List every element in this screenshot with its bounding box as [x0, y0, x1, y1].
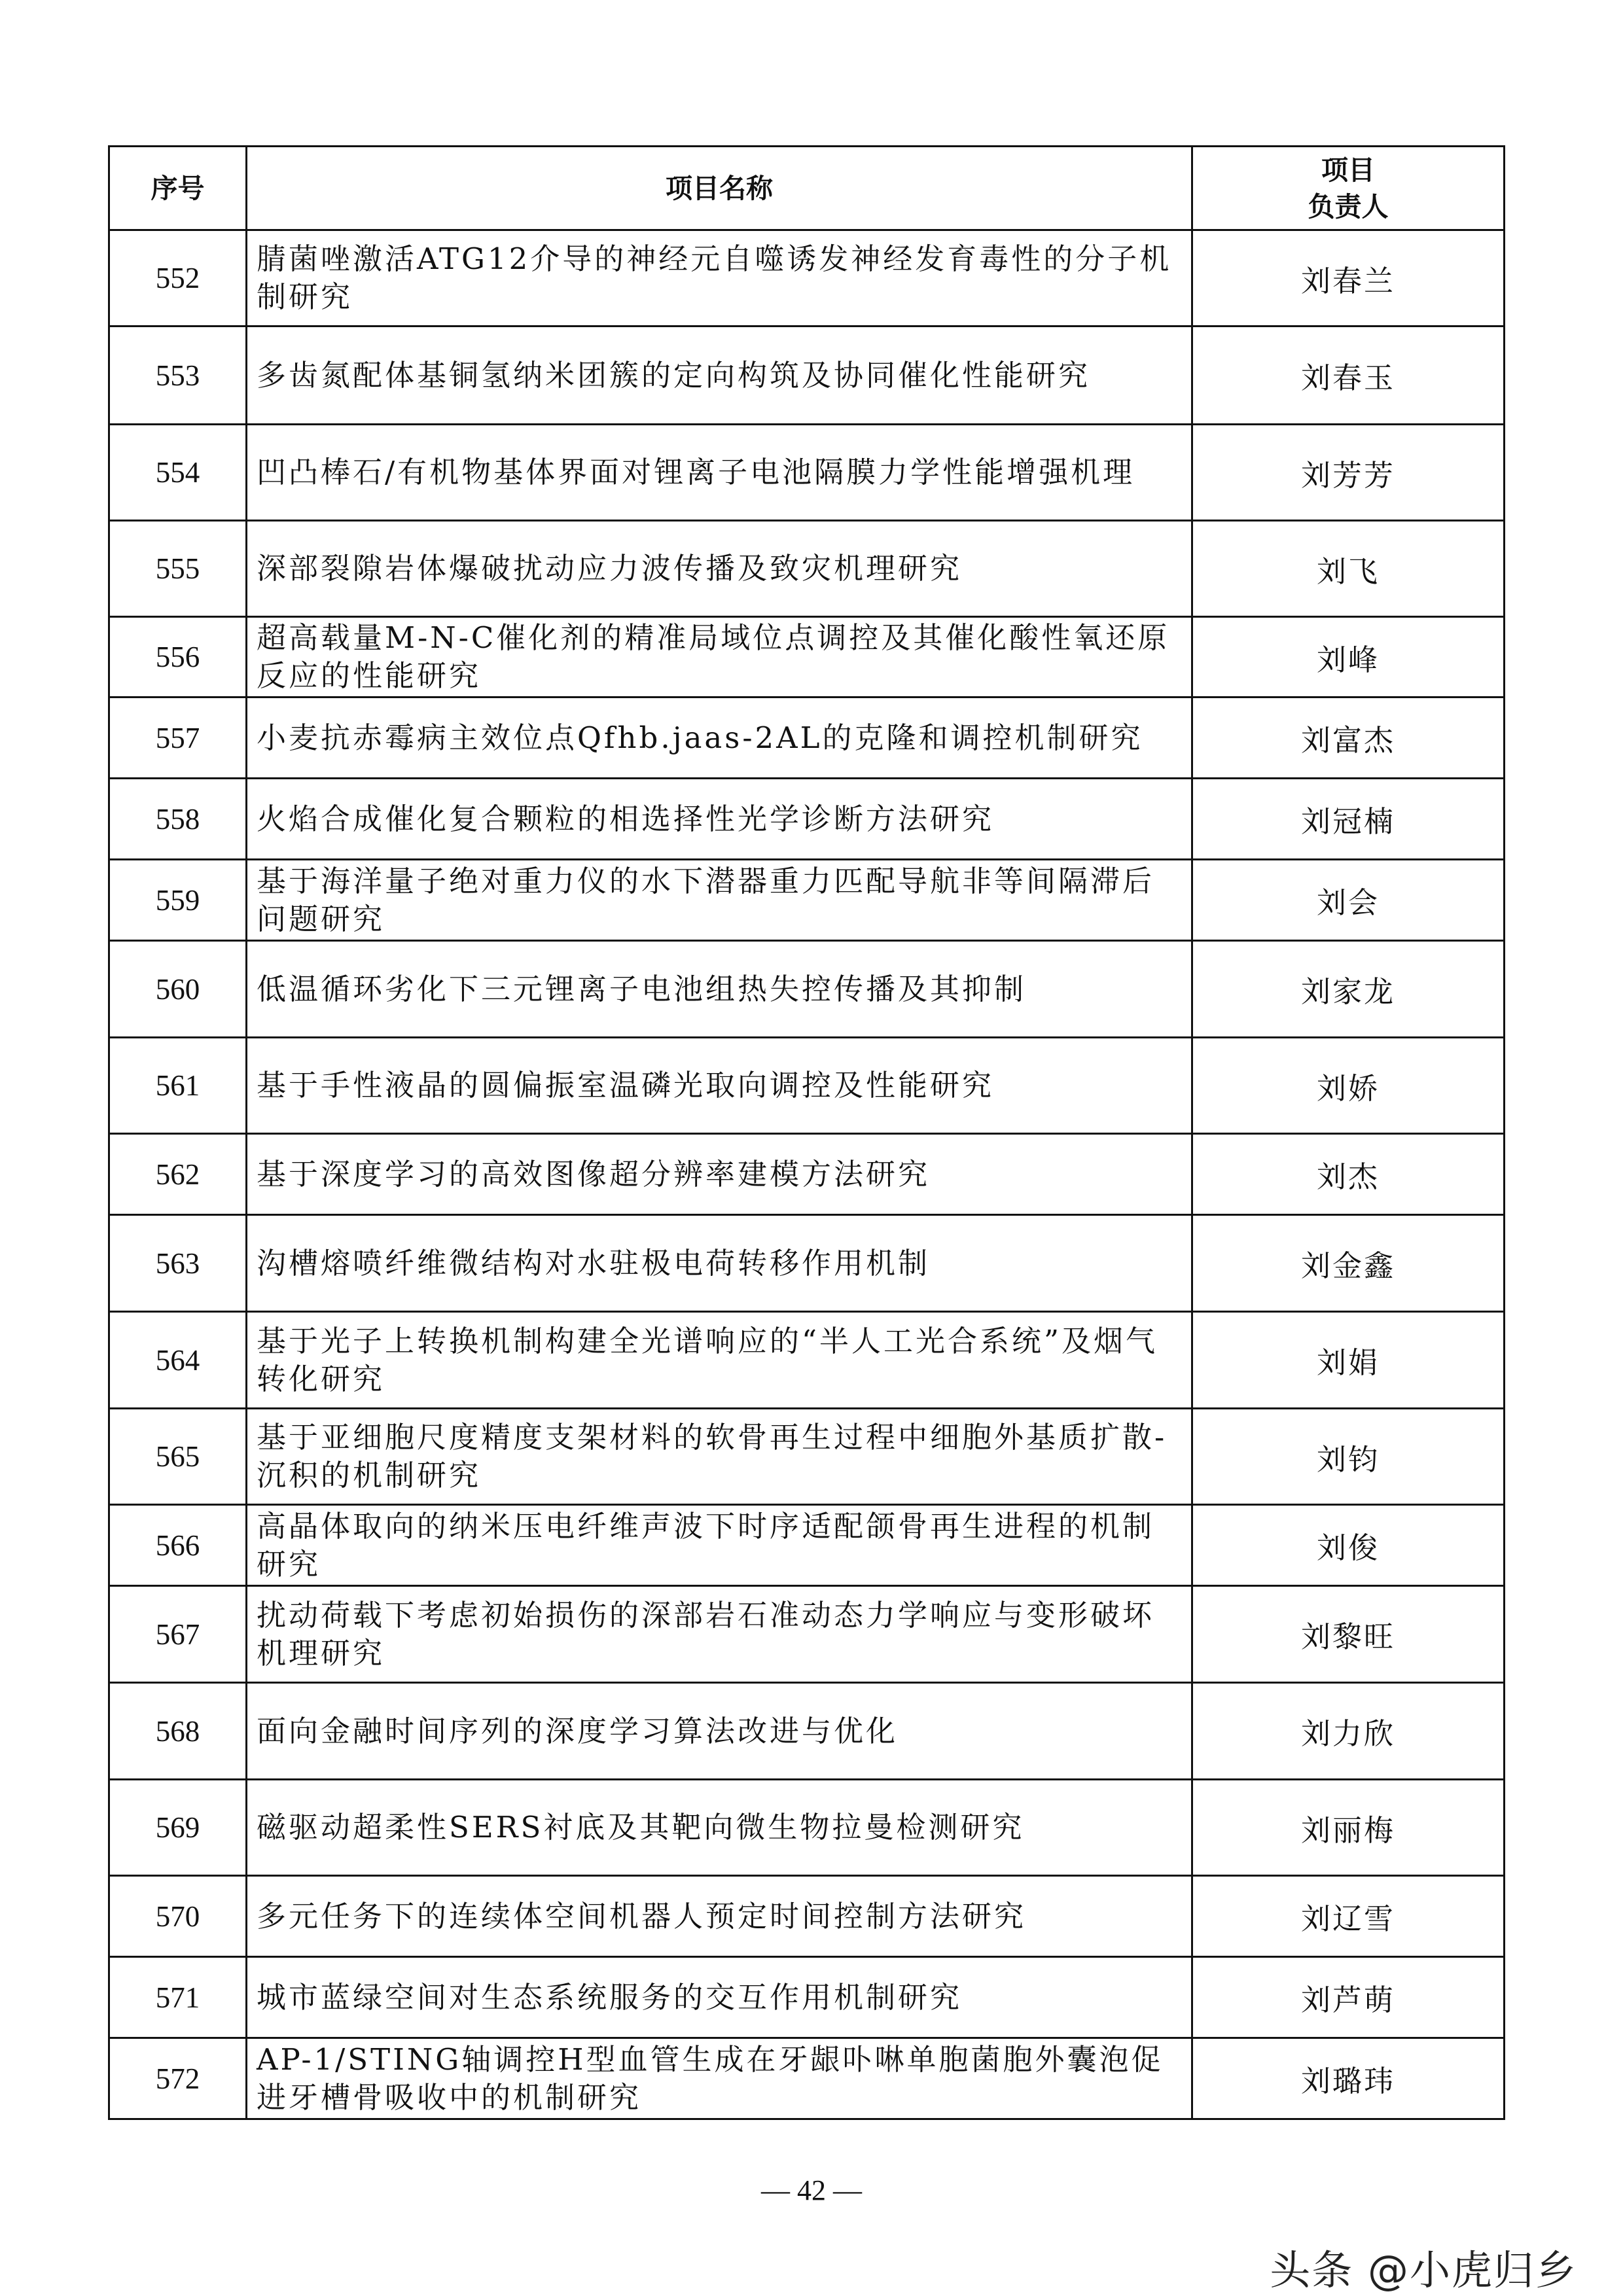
row-lead: 刘金鑫 — [1192, 1215, 1505, 1312]
row-no: 553 — [109, 327, 247, 425]
table-row — [109, 327, 1505, 425]
row-lead: 刘钧 — [1192, 1409, 1505, 1505]
row-name: 基于光子上转换机制构建全光谱响应的“半人工光合系统”及烟气转化研究 — [247, 1312, 1192, 1409]
table-row — [109, 698, 1505, 779]
header-no: 序号 — [109, 147, 247, 230]
row-lead: 刘杰 — [1192, 1134, 1505, 1215]
project-table — [108, 145, 1505, 2120]
row-no: 556 — [109, 617, 247, 698]
header-lead-line2: 负责人 — [1308, 190, 1389, 222]
table-row — [109, 521, 1505, 617]
row-no: 560 — [109, 941, 247, 1038]
header-lead — [1192, 147, 1505, 230]
row-no: 555 — [109, 521, 247, 617]
row-name: 火焰合成催化复合颗粒的相选择性光学诊断方法研究 — [247, 779, 1192, 860]
row-name: 基于海洋量子绝对重力仪的水下潜器重力匹配导航非等间隔滞后问题研究 — [247, 860, 1192, 941]
table-row — [109, 1586, 1505, 1683]
row-no: 558 — [109, 779, 247, 860]
row-name: 小麦抗赤霉病主效位点Qfhb.jaas-2AL的克隆和调控机制研究 — [247, 698, 1192, 779]
row-lead: 刘峰 — [1192, 617, 1505, 698]
row-no: 565 — [109, 1409, 247, 1505]
table-row — [109, 1683, 1505, 1780]
row-name: 基于亚细胞尺度精度支架材料的软骨再生过程中细胞外基质扩散-沉积的机制研究 — [247, 1409, 1192, 1505]
row-lead: 刘会 — [1192, 860, 1505, 941]
row-lead: 刘娟 — [1192, 1312, 1505, 1409]
header-name: 项目名称 — [247, 147, 1192, 230]
table-row — [109, 1312, 1505, 1409]
row-name: 凹凸棒石/有机物基体界面对锂离子电池隔膜力学性能增强机理 — [247, 425, 1192, 521]
table-row — [109, 230, 1505, 327]
table-row — [109, 1957, 1505, 2038]
row-name: 深部裂隙岩体爆破扰动应力波传播及致灾机理研究 — [247, 521, 1192, 617]
watermark: 头条 @小虎归乡 — [1270, 2246, 1577, 2294]
row-no: 554 — [109, 425, 247, 521]
row-no: 563 — [109, 1215, 247, 1312]
row-name: 腈菌唑激活ATG12介导的神经元自噬诱发神经发育毒性的分子机制研究 — [247, 230, 1192, 327]
row-no: 561 — [109, 1038, 247, 1134]
row-lead: 刘飞 — [1192, 521, 1505, 617]
table-row — [109, 1505, 1505, 1586]
row-lead: 刘春兰 — [1192, 230, 1505, 327]
row-lead: 刘辽雪 — [1192, 1876, 1505, 1957]
row-name: 多齿氮配体基铜氢纳米团簇的定向构筑及协同催化性能研究 — [247, 327, 1192, 425]
table-row — [109, 2038, 1505, 2119]
table-row — [109, 1780, 1505, 1876]
row-name: AP-1/STING轴调控H型血管生成在牙龈卟啉单胞菌胞外囊泡促进牙槽骨吸收中的机制研究 — [247, 2038, 1192, 2119]
row-name: 面向金融时间序列的深度学习算法改进与优化 — [247, 1683, 1192, 1780]
table-row — [109, 617, 1505, 698]
row-no: 572 — [109, 2038, 247, 2119]
page-number: — 42 — — [761, 2174, 862, 2206]
row-lead: 刘俊 — [1192, 1505, 1505, 1586]
row-name: 磁驱动超柔性SERS衬底及其靶向微生物拉曼检测研究 — [247, 1780, 1192, 1876]
row-lead: 刘冠楠 — [1192, 779, 1505, 860]
row-name: 城市蓝绿空间对生态系统服务的交互作用机制研究 — [247, 1957, 1192, 2038]
header-lead-line1: 项目 — [1321, 154, 1375, 186]
row-lead: 刘璐玮 — [1192, 2038, 1505, 2119]
table-row — [109, 1038, 1505, 1134]
table-header-row — [109, 147, 1505, 230]
table-row — [109, 425, 1505, 521]
row-name: 基于深度学习的高效图像超分辨率建模方法研究 — [247, 1134, 1192, 1215]
table-row — [109, 779, 1505, 860]
table-row — [109, 1215, 1505, 1312]
row-no: 559 — [109, 860, 247, 941]
row-name: 高晶体取向的纳米压电纤维声波下时序适配颌骨再生进程的机制研究 — [247, 1505, 1192, 1586]
table-row — [109, 1409, 1505, 1505]
row-name: 低温循环劣化下三元锂离子电池组热失控传播及其抑制 — [247, 941, 1192, 1038]
row-name: 沟槽熔喷纤维微结构对水驻极电荷转移作用机制 — [247, 1215, 1192, 1312]
row-name: 多元任务下的连续体空间机器人预定时间控制方法研究 — [247, 1876, 1192, 1957]
row-no: 569 — [109, 1780, 247, 1876]
row-no: 567 — [109, 1586, 247, 1683]
row-lead: 刘富杰 — [1192, 698, 1505, 779]
row-no: 552 — [109, 230, 247, 327]
row-lead: 刘黎旺 — [1192, 1586, 1505, 1683]
row-lead: 刘春玉 — [1192, 327, 1505, 425]
row-no: 571 — [109, 1957, 247, 2038]
row-no: 566 — [109, 1505, 247, 1586]
table-row — [109, 860, 1505, 941]
row-lead: 刘力欣 — [1192, 1683, 1505, 1780]
table-row — [109, 941, 1505, 1038]
row-no: 568 — [109, 1683, 247, 1780]
row-lead: 刘丽梅 — [1192, 1780, 1505, 1876]
row-lead: 刘家龙 — [1192, 941, 1505, 1038]
table-row — [109, 1876, 1505, 1957]
row-no: 570 — [109, 1876, 247, 1957]
row-lead: 刘芳芳 — [1192, 425, 1505, 521]
row-no: 564 — [109, 1312, 247, 1409]
table-row — [109, 1134, 1505, 1215]
row-no: 557 — [109, 698, 247, 779]
row-name: 基于手性液晶的圆偏振室温磷光取向调控及性能研究 — [247, 1038, 1192, 1134]
row-no: 562 — [109, 1134, 247, 1215]
row-name: 超高载量M-N-C催化剂的精准局域位点调控及其催化酸性氧还原反应的性能研究 — [247, 617, 1192, 698]
row-name: 扰动荷载下考虑初始损伤的深部岩石准动态力学响应与变形破坏机理研究 — [247, 1586, 1192, 1683]
row-lead: 刘芦萌 — [1192, 1957, 1505, 2038]
row-lead: 刘娇 — [1192, 1038, 1505, 1134]
